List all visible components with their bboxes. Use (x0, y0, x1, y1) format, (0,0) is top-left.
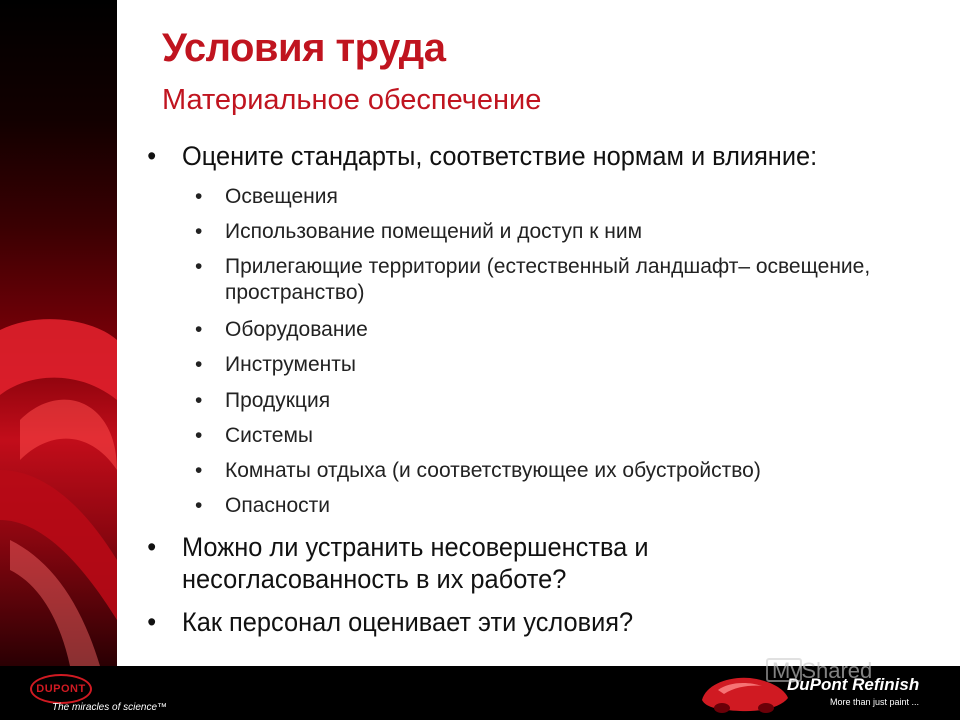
decorative-side-band (0, 0, 117, 666)
sub-bullet-item (195, 184, 925, 210)
sub-bullet-text: Системы (225, 424, 313, 447)
sub-bullet-text: Инструменты (225, 353, 356, 376)
bullet-icon: • (195, 220, 203, 243)
bullet-icon: • (195, 389, 203, 412)
sub-bullet-text: Освещения (225, 185, 338, 208)
slide-subtitle: Материальное обеспечение (162, 84, 542, 116)
bullet-text: Оцените стандарты, соответствие нормам и влияние: (182, 141, 818, 171)
brand-name: DuPont Refinish (787, 675, 920, 694)
sub-bullet-text: Использование помещений и доступ к ним (225, 220, 643, 243)
sub-bullet-item (195, 254, 925, 306)
brand-tagline: More than just paint ... (830, 697, 920, 707)
bullet-text: Можно ли устранить несовершенства и несогласованность в их работе? (182, 532, 649, 594)
bullet-item (147, 140, 878, 172)
slide-title: Условия труда (162, 26, 446, 70)
bullet-icon: • (195, 494, 203, 517)
sub-bullet-item (195, 423, 925, 449)
sub-bullet-text: Прилегающие территории (естественный ландшафт– освещение, пространство) (225, 255, 871, 304)
sub-bullet-item (195, 317, 925, 343)
sub-bullet-item (195, 458, 925, 484)
bullet-item (147, 531, 878, 595)
bullet-icon: • (195, 353, 203, 376)
watermark: MyShared (772, 658, 873, 683)
sub-bullet-text: Комнаты отдыха (и соответствующее их обустройство) (225, 459, 761, 482)
sub-bullet-item (195, 219, 925, 245)
sub-bullet-item (195, 388, 925, 414)
bullet-item (147, 606, 878, 638)
sub-bullet-text: Опасности (225, 494, 331, 517)
slide-content (117, 0, 960, 666)
bullet-icon: • (147, 532, 157, 562)
red-swirl-graphic (0, 0, 117, 666)
sub-bullet-item (195, 493, 925, 519)
bullet-icon: • (195, 459, 203, 482)
dupont-logo-text: DUPONT (36, 683, 86, 695)
bullet-icon: • (195, 255, 203, 278)
footer-tagline: The miracles of science™ (52, 702, 168, 713)
sub-bullet-text: Продукция (225, 389, 331, 412)
bullet-icon: • (195, 318, 203, 341)
bullet-icon: • (147, 141, 157, 171)
bullet-icon: • (195, 424, 203, 447)
bullet-text: Как персонал оценивает эти условия? (182, 607, 634, 637)
dupont-logo (30, 674, 92, 704)
sub-bullet-text: Оборудование (225, 318, 368, 341)
sub-bullet-item (195, 352, 925, 378)
bullet-icon: • (147, 607, 157, 637)
bullet-icon: • (195, 185, 203, 208)
